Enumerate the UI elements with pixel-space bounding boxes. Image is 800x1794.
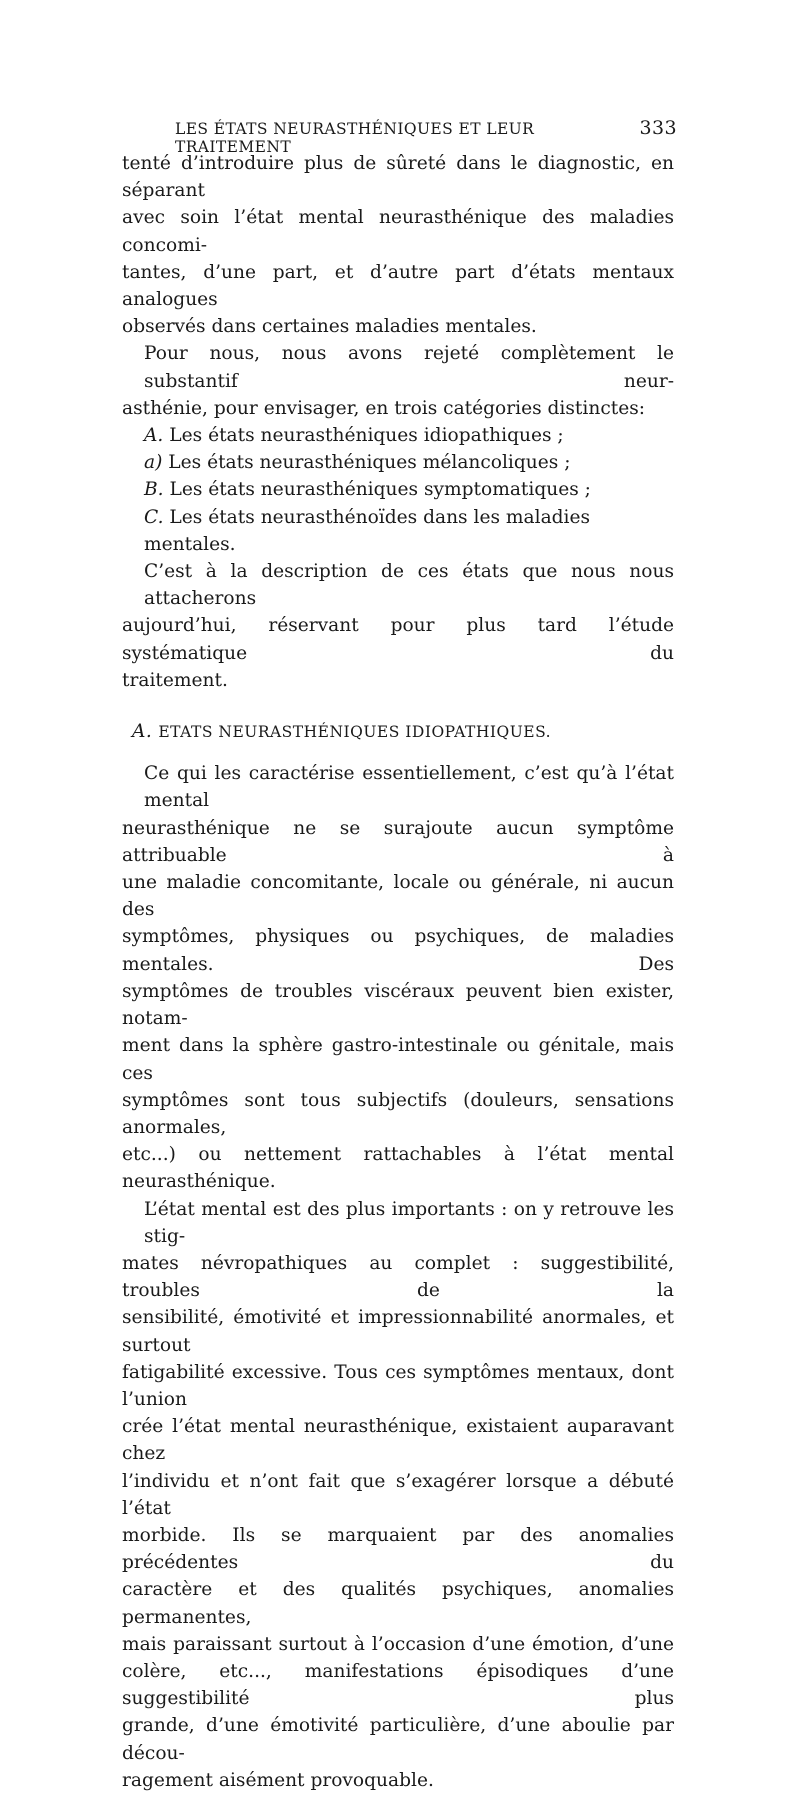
list-text: Les états neurasthéniques mélancoliques ; (168, 452, 571, 474)
text-line: observés dans certaines maladies mentales. (122, 316, 537, 338)
text-line: symptômes de troubles viscéraux peuvent bien exister, notam- (122, 980, 674, 1030)
text-line: avec soin l’état mental neurasthénique des maladies concomi- (122, 207, 674, 256)
text-line: l’individu et n’ont fait que s’exagérer lorsque a débuté l’état (122, 1470, 674, 1519)
text-line: etc...) ou nettement rattachables à l’état mental neurasthénique. (122, 1144, 674, 1193)
category-list (122, 422, 674, 558)
text-line: caractère et des qualités psychiques, anomalies permanentes, (122, 1579, 674, 1628)
paragraph-5 (122, 1196, 674, 1794)
list-marker: C. (144, 506, 164, 528)
list-item (122, 476, 674, 503)
paragraph-1 (122, 150, 674, 340)
page-body (122, 150, 674, 1794)
paragraph-2 (122, 340, 674, 422)
text-line: morbide. Ils se marquaient par des anomalies précédentes du (122, 1524, 674, 1574)
text-line: une maladie concomitante, locale ou générale, ni aucun des (122, 872, 674, 921)
text-line: Pour nous, nous avons rejeté complètement le substantif neur- (144, 343, 674, 392)
running-title: LES ÉTATS NEURASTHÉNIQUES ET LEUR TRAITEMENT (175, 120, 535, 156)
text-line: colère, etc..., manifestations épisodiques d’une suggestibilité plus (122, 1660, 674, 1710)
text-line: symptômes, physiques ou psychiques, de maladies mentales. Des (122, 926, 674, 975)
paragraph-4 (122, 760, 674, 1195)
list-text: Les états neurasthéniques idiopathiques ; (169, 425, 564, 447)
list-marker: B. (144, 479, 164, 501)
text-line: ment dans la sphère gastro-intestinale ou génitale, mais ces (122, 1035, 674, 1084)
text-line: ragement aisément provoquable. (122, 1769, 434, 1791)
text-line: tenté d’introduire plus de sûreté dans le diagnostic, en séparant (122, 153, 674, 202)
page-number: 333 (639, 117, 677, 139)
text-line: mates névropathiques au complet : suggestibilité, troubles de la (122, 1252, 674, 1302)
text-line: Ce qui les caractérise essentiellement, c’est qu’à l’état mental (144, 763, 674, 812)
section-letter: A. (132, 721, 153, 743)
text-line: traitement. (122, 669, 228, 691)
list-item (122, 504, 674, 558)
text-line: sensibilité, émotivité et impressionnabilité anormales, et surtout (122, 1307, 674, 1356)
text-line: mais paraissant surtout à l’occasion d’une émotion, d’une (122, 1633, 674, 1655)
list-marker: A. (144, 425, 164, 447)
paragraph-3 (122, 558, 674, 694)
list-item (122, 449, 674, 476)
section-heading (122, 718, 674, 746)
list-item (122, 422, 674, 449)
list-marker: a) (144, 452, 163, 474)
list-text: Les états neurasthénoïdes dans les maladies mentales. (144, 506, 591, 555)
list-text: Les états neurasthéniques symptomatiques ; (169, 479, 591, 501)
section-title: ETATS NEURASTHÉNIQUES IDIOPATHIQUES. (158, 723, 552, 742)
text-line: L’état mental est des plus importants : on y retrouve les stig- (144, 1198, 674, 1247)
text-line: aujourd’hui, réservant pour plus tard l’étude systématique du (122, 615, 674, 664)
text-line: C’est à la description de ces états que nous nous attacherons (144, 561, 674, 610)
text-line: symptômes sont tous subjectifs (douleurs, sensations anormales, (122, 1089, 674, 1138)
text-line: asthénie, pour envisager, en trois catégories distinctes: (122, 397, 646, 419)
text-line: crée l’état mental neurasthénique, existaient auparavant chez (122, 1416, 674, 1465)
text-line: neurasthénique ne se surajoute aucun symptôme attribuable à (122, 817, 674, 866)
text-line: tantes, d’une part, et d’autre part d’états mentaux analogues (122, 261, 674, 311)
text-line: grande, d’une émotivité particulière, d’une aboulie par décou- (122, 1715, 674, 1764)
text-line: fatigabilité excessive. Tous ces symptômes mentaux, dont l’union (122, 1361, 674, 1410)
